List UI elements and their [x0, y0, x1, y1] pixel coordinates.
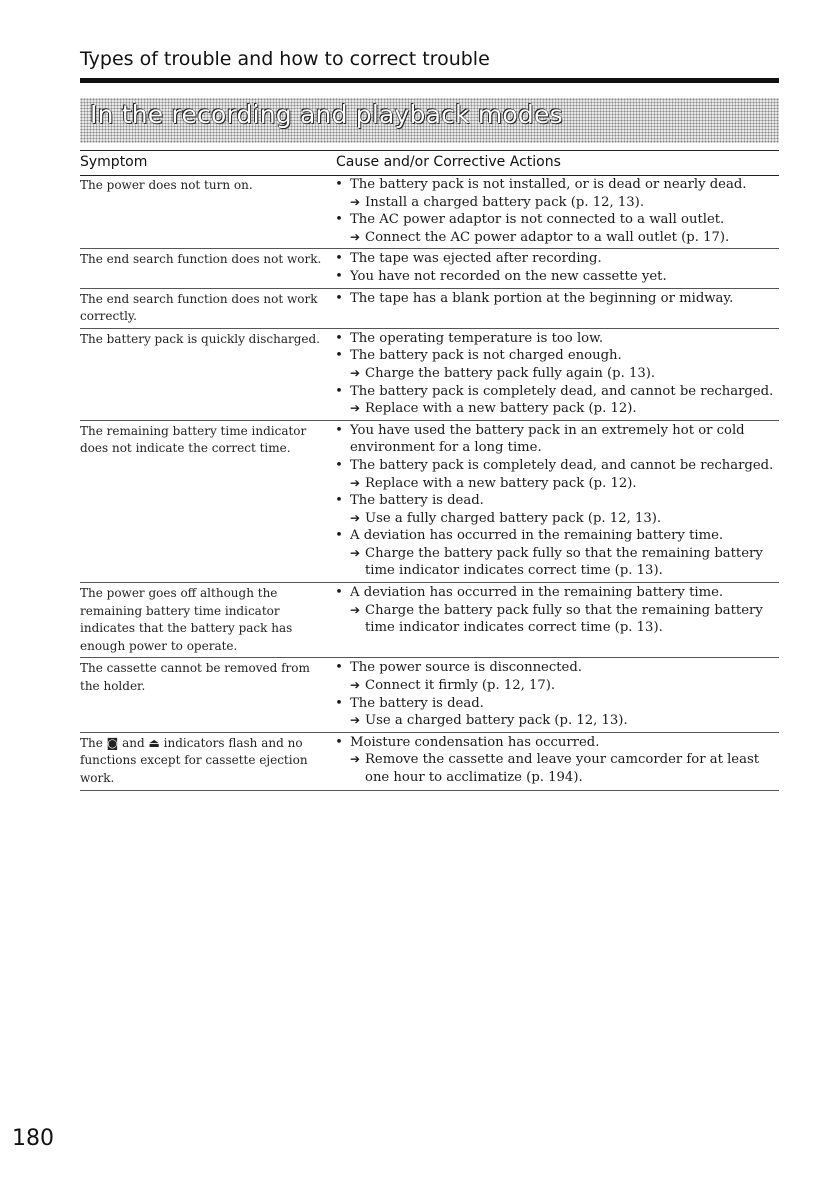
action-text: Replace with a new battery pack (p. 12). — [365, 401, 637, 417]
corrective-action — [328, 751, 779, 786]
symptom-cell: The power does not turn on. — [80, 178, 253, 192]
table-row — [80, 421, 779, 583]
symptom-cell: The power goes off although the remaining battery time indicator indicates that the battery pack has enough power to operate. — [80, 586, 293, 653]
cause-text: Moisture condensation has occurred. — [350, 734, 600, 750]
cause-item — [328, 457, 779, 475]
cause-item — [328, 527, 779, 545]
cause-item — [328, 492, 779, 510]
cause-cell — [328, 584, 779, 655]
corrective-action — [328, 229, 779, 247]
arrow-right-icon: ➔ — [350, 229, 361, 244]
action-text: Connect the AC power adaptor to a wall outlet (p. 17). — [365, 229, 730, 245]
symptom-cell: The battery pack is quickly discharged. — [80, 331, 320, 346]
corrective-action — [328, 475, 779, 493]
arrow-right-icon: ➔ — [350, 475, 361, 490]
action-text: Use a fully charged battery pack (p. 12, 13). — [365, 510, 662, 526]
corrective-action — [328, 365, 779, 383]
cause-text: The operating temperature is too low. — [350, 330, 604, 346]
cause-cell — [328, 330, 779, 418]
cause-cell — [328, 659, 779, 729]
action-text: Charge the battery pack fully so that the remaining battery time indicator indicates correct time (p. 13). — [365, 602, 763, 636]
cause-item — [328, 290, 779, 308]
arrow-right-icon: ➔ — [350, 401, 361, 416]
cause-item — [328, 659, 779, 677]
cause-item — [328, 176, 779, 194]
cause-text: The battery pack is not charged enough. — [350, 348, 622, 364]
cause-text: The battery pack is completely dead, and cannot be recharged. — [350, 457, 774, 473]
corrective-action — [328, 194, 779, 212]
bullet-icon: • — [335, 212, 343, 228]
bullet-icon: • — [335, 528, 343, 544]
bullet-icon: • — [335, 660, 343, 676]
symptom-cell: The cassette cannot be removed from the holder. — [80, 661, 310, 694]
cause-text: A deviation has occurred in the remaining battery time. — [350, 528, 724, 544]
cause-item — [328, 422, 779, 457]
cause-item — [328, 268, 779, 286]
cause-text: The battery pack is completely dead, and cannot be recharged. — [350, 383, 774, 399]
cause-text: The power source is disconnected. — [350, 660, 582, 676]
cause-item — [328, 211, 779, 229]
bullet-icon: • — [335, 330, 343, 346]
cause-text: The tape has a blank portion at the beginning or midway. — [350, 290, 734, 306]
cause-item — [328, 383, 779, 401]
cause-item — [328, 250, 779, 268]
cause-text: The battery is dead. — [350, 493, 484, 509]
section-title: In the recording and playback modes — [90, 100, 563, 129]
cause-cell — [328, 422, 779, 580]
bullet-icon: • — [335, 251, 343, 267]
bullet-icon: • — [335, 734, 343, 750]
bullet-icon: • — [335, 695, 343, 711]
bullet-icon: • — [335, 422, 343, 438]
table-row — [80, 289, 779, 329]
action-text: Connect it firmly (p. 12, 17). — [365, 678, 556, 694]
symptom-cell: The end search function does not work correctly. — [80, 291, 318, 324]
cause-item — [328, 695, 779, 713]
cause-text: The AC power adaptor is not connected to a wall outlet. — [350, 212, 725, 228]
header-rule — [80, 78, 779, 83]
table-row — [80, 175, 779, 249]
column-header-cause: Cause and/or Corrective Actions — [336, 154, 561, 170]
arrow-right-icon: ➔ — [350, 602, 361, 617]
column-header-symptom: Symptom — [80, 154, 148, 170]
cause-item — [328, 347, 779, 365]
table-row — [80, 583, 779, 658]
arrow-right-icon: ➔ — [350, 752, 361, 767]
arrow-right-icon: ➔ — [350, 545, 361, 560]
cause-cell — [328, 250, 779, 285]
table-row — [80, 249, 779, 288]
trouble-table — [80, 175, 779, 791]
cause-item — [328, 584, 779, 602]
arrow-right-icon: ➔ — [350, 194, 361, 209]
symptom-cell: The ◙ and ⏏ indicators flash and no functions except for cassette ejection work. — [80, 735, 308, 785]
corrective-action — [328, 602, 779, 637]
cause-text: You have used the battery pack in an extremely hot or cold environment for a long time. — [350, 422, 745, 456]
symptom-cell: The end search function does not work. — [80, 252, 322, 267]
cause-cell — [328, 734, 779, 788]
cause-text: The battery is dead. — [350, 695, 484, 711]
cause-text: The tape was ejected after recording. — [350, 251, 602, 267]
bullet-icon: • — [335, 585, 343, 601]
action-text: Charge the battery pack fully so that the remaining battery time indicator indicates correct time (p. 13). — [365, 545, 763, 579]
table-row — [80, 658, 779, 732]
symptom-cell: The remaining battery time indicator does not indicate the correct time. — [80, 423, 307, 456]
table-row — [80, 733, 779, 791]
page-header-title: Types of trouble and how to correct trouble — [80, 48, 490, 70]
bullet-icon: • — [335, 268, 343, 284]
action-text: Install a charged battery pack (p. 12, 13). — [365, 194, 645, 210]
table-row — [80, 329, 779, 421]
bullet-icon: • — [335, 177, 343, 192]
action-text: Use a charged battery pack (p. 12, 13). — [365, 713, 628, 729]
bullet-icon: • — [335, 457, 343, 473]
action-text: Replace with a new battery pack (p. 12). — [365, 475, 637, 491]
arrow-right-icon: ➔ — [350, 365, 361, 380]
arrow-right-icon: ➔ — [350, 713, 361, 728]
corrective-action — [328, 677, 779, 695]
corrective-action — [328, 545, 779, 580]
corrective-action — [328, 510, 779, 528]
action-text: Remove the cassette and leave your camcorder for at least one hour to acclimatize (p. 194). — [365, 752, 760, 785]
arrow-right-icon: ➔ — [350, 678, 361, 693]
cause-text: A deviation has occurred in the remaining battery time. — [350, 585, 724, 601]
bullet-icon: • — [335, 493, 343, 509]
cause-cell — [328, 290, 779, 326]
cause-text: You have not recorded on the new cassette yet. — [350, 268, 667, 284]
action-text: Charge the battery pack fully again (p. 13). — [365, 365, 656, 381]
bullet-icon: • — [335, 348, 343, 364]
cause-item — [328, 734, 779, 752]
table-header — [80, 150, 779, 176]
corrective-action — [328, 712, 779, 730]
arrow-right-icon: ➔ — [350, 510, 361, 525]
bullet-icon: • — [335, 290, 343, 306]
page-number: 180 — [12, 1126, 54, 1151]
corrective-action — [328, 400, 779, 418]
cause-item — [328, 330, 779, 348]
cause-cell — [328, 176, 779, 246]
bullet-icon: • — [335, 383, 343, 399]
cause-text: The battery pack is not installed, or is dead or nearly dead. — [350, 177, 747, 192]
